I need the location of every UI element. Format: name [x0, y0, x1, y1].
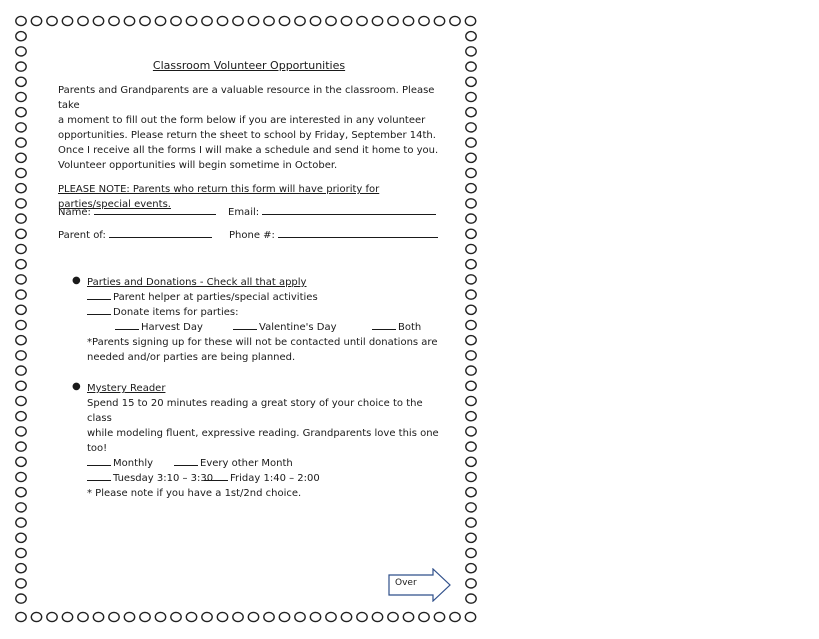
border-circle: [233, 612, 243, 621]
note-line: parties/special events.: [58, 199, 171, 210]
border-circle: [78, 612, 88, 621]
border-circle: [62, 16, 72, 25]
border-circle: [16, 260, 26, 269]
border-circle: [264, 612, 274, 621]
border-circle: [341, 16, 351, 25]
border-circle: [434, 612, 444, 621]
border-circle: [47, 612, 57, 621]
form-header: [58, 58, 440, 212]
border-circle: [466, 138, 476, 147]
border-circle: [341, 612, 351, 621]
border-circle: [466, 47, 476, 56]
border-circle: [466, 351, 476, 360]
border-circle: [466, 564, 476, 573]
both-checkbox[interactable]: [372, 320, 396, 330]
page-title: Classroom Volunteer Opportunities: [152, 59, 346, 72]
border-circle: [16, 62, 26, 71]
mystery-desc: too!: [87, 443, 108, 454]
border-circle: [171, 612, 181, 621]
border-circle: [16, 564, 26, 573]
border-circle: [217, 16, 227, 25]
border-circle: [16, 396, 26, 405]
every-other-checkbox[interactable]: [174, 456, 198, 466]
harvest-checkbox[interactable]: [115, 320, 139, 330]
parent-row: [58, 228, 212, 241]
border-circle: [16, 305, 26, 314]
border-circle: [466, 184, 476, 193]
border-circle: [16, 16, 26, 25]
border-circle: [466, 244, 476, 253]
email-row: [228, 205, 436, 218]
border-circle: [16, 108, 26, 117]
border-circle: [171, 16, 181, 25]
border-circle: [295, 16, 305, 25]
border-circle: [124, 16, 134, 25]
border-circle: [388, 16, 398, 25]
intro-line: Volunteer opportunities will begin sometime in October.: [58, 160, 338, 171]
border-circle: [16, 594, 26, 603]
border-circle: [109, 16, 119, 25]
border-circle: [186, 612, 196, 621]
border-circle: [16, 123, 26, 132]
border-circle: [16, 138, 26, 147]
phone-field[interactable]: [278, 228, 438, 238]
parties-title: Parties and Donations - Check all that apply: [87, 277, 307, 288]
border-circle: [466, 62, 476, 71]
border-circle: [140, 612, 150, 621]
border-circle: [466, 518, 476, 527]
border-circle: [466, 533, 476, 542]
border-circle: [16, 214, 26, 223]
border-circle: [155, 612, 165, 621]
border-circle: [16, 457, 26, 466]
border-circle: [16, 336, 26, 345]
border-circle: [466, 123, 476, 132]
border-circle: [31, 612, 41, 621]
valentine-label: Valentine's Day: [259, 322, 337, 333]
border-circle: [16, 275, 26, 284]
email-label: Email:: [228, 207, 260, 218]
border-circle: [16, 427, 26, 436]
mystery-section: [87, 381, 447, 501]
border-circle: [16, 77, 26, 86]
intro-line: opportunities. Please return the sheet to school by Friday, September 14th.: [58, 130, 436, 141]
intro-paragraph: [58, 83, 440, 173]
border-circle: [403, 16, 413, 25]
border-circle: [16, 381, 26, 390]
border-circle: [466, 92, 476, 101]
valentine-checkbox[interactable]: [233, 320, 257, 330]
over-arrow[interactable]: [388, 568, 454, 602]
intro-line: a moment to fill out the form below if you are interested in any volunteer: [58, 115, 426, 126]
monthly-checkbox[interactable]: [87, 456, 111, 466]
border-circle: [434, 16, 444, 25]
border-circle: [16, 351, 26, 360]
choice-note: * Please note if you have a 1st/2nd choice.: [87, 488, 302, 499]
border-circle: [16, 184, 26, 193]
border-circle: [466, 108, 476, 117]
bullet-icon: ●: [72, 381, 81, 392]
border-circle: [279, 612, 289, 621]
border-circle: [47, 16, 57, 25]
border-circle: [16, 442, 26, 451]
helper-label: Parent helper at parties/special activities: [113, 292, 318, 303]
border-circle: [109, 612, 119, 621]
name-field[interactable]: [94, 205, 216, 215]
border-circle: [16, 579, 26, 588]
border-circle: [466, 381, 476, 390]
border-circle: [16, 518, 26, 527]
name-label: Name:: [58, 207, 91, 218]
border-circle: [16, 503, 26, 512]
over-label: Over: [395, 578, 417, 588]
border-circle: [357, 16, 367, 25]
monthly-label: Monthly: [113, 458, 154, 469]
border-circle: [372, 16, 382, 25]
border-circle: [388, 612, 398, 621]
name-row: [58, 205, 216, 218]
border-circle: [202, 16, 212, 25]
border-circle: [310, 612, 320, 621]
border-circle: [16, 412, 26, 421]
border-circle: [466, 472, 476, 481]
border-circle: [466, 199, 476, 208]
border-circle: [419, 16, 429, 25]
parent-label: Parent of:: [58, 230, 106, 241]
border-circle: [78, 16, 88, 25]
border-circle: [466, 336, 476, 345]
border-circle: [466, 32, 476, 41]
border-circle: [186, 16, 196, 25]
phone-label: Phone #:: [229, 230, 275, 241]
tuesday-checkbox[interactable]: [87, 471, 111, 481]
donate-label: Donate items for parties:: [113, 307, 239, 318]
border-circle: [450, 612, 460, 621]
border-circle: [16, 366, 26, 375]
border-circle: [466, 396, 476, 405]
border-circle: [466, 457, 476, 466]
parties-section: [87, 275, 447, 365]
border-circle: [466, 305, 476, 314]
border-circle: [16, 92, 26, 101]
border-circle: [16, 244, 26, 253]
parties-footnote: *Parents signing up for these will not be contacted until donations are: [87, 337, 438, 348]
border-circle: [31, 16, 41, 25]
border-circle: [465, 612, 475, 621]
border-circle: [466, 548, 476, 557]
border-circle: [419, 612, 429, 621]
border-circle: [155, 16, 165, 25]
every-other-label: Every other Month: [200, 458, 293, 469]
border-circle: [16, 199, 26, 208]
border-circle: [16, 533, 26, 542]
border-circle: [466, 412, 476, 421]
email-field[interactable]: [262, 205, 436, 215]
border-circle: [140, 16, 150, 25]
border-circle: [466, 77, 476, 86]
border-circle: [326, 16, 336, 25]
border-circle: [466, 153, 476, 162]
border-circle: [466, 488, 476, 497]
border-circle: [295, 612, 305, 621]
border-circle: [466, 579, 476, 588]
border-circle: [466, 275, 476, 284]
border-circle: [16, 488, 26, 497]
intro-line: Once I receive all the forms I will make a schedule and send it home to you.: [58, 145, 439, 156]
border-circle: [264, 16, 274, 25]
border-circle: [450, 16, 460, 25]
both-label: Both: [398, 322, 422, 333]
border-circle: [466, 366, 476, 375]
intro-line: Parents and Grandparents are a valuable resource in the classroom. Please take: [58, 85, 435, 111]
parent-of-field[interactable]: [109, 228, 212, 238]
border-circle: [217, 612, 227, 621]
border-circle: [466, 214, 476, 223]
border-circle: [466, 260, 476, 269]
border-circle: [233, 16, 243, 25]
parties-footnote: needed and/or parties are being planned.: [87, 352, 296, 363]
border-circle: [16, 168, 26, 177]
border-circle: [16, 290, 26, 299]
border-circle: [16, 320, 26, 329]
border-circle: [16, 612, 26, 621]
helper-checkbox[interactable]: [87, 290, 111, 300]
friday-checkbox[interactable]: [204, 471, 228, 481]
border-circle: [16, 229, 26, 238]
bullet-icon: ●: [72, 275, 81, 286]
border-circle: [466, 320, 476, 329]
border-circle: [465, 16, 475, 25]
donate-checkbox[interactable]: [87, 305, 111, 315]
border-circle: [466, 168, 476, 177]
mystery-title: Mystery Reader: [87, 383, 166, 394]
border-circle: [466, 442, 476, 451]
border-circle: [16, 548, 26, 557]
border-circle: [466, 427, 476, 436]
border-circle: [310, 16, 320, 25]
note-line: PLEASE NOTE: Parents who return this form will have priority for: [58, 184, 380, 195]
border-circle: [248, 16, 258, 25]
border-circle: [16, 47, 26, 56]
border-circle: [466, 503, 476, 512]
border-circle: [248, 612, 258, 621]
border-circle: [466, 290, 476, 299]
tuesday-label: Tuesday 3:10 – 3:30: [113, 473, 214, 484]
border-circle: [357, 612, 367, 621]
border-circle: [202, 612, 212, 621]
border-circle: [16, 153, 26, 162]
border-circle: [466, 229, 476, 238]
border-circle: [124, 612, 134, 621]
mystery-desc: while modeling fluent, expressive reading. Grandparents love this one: [87, 428, 439, 439]
border-circle: [326, 612, 336, 621]
harvest-label: Harvest Day: [141, 322, 203, 333]
phone-row: [229, 228, 438, 241]
border-circle: [279, 16, 289, 25]
border-circle: [93, 612, 103, 621]
friday-label: Friday 1:40 – 2:00: [230, 473, 320, 484]
border-circle: [62, 612, 72, 621]
border-circle: [372, 612, 382, 621]
mystery-desc: Spend 15 to 20 minutes reading a great story of your choice to the class: [87, 398, 423, 424]
border-circle: [466, 594, 476, 603]
border-circle: [16, 472, 26, 481]
border-circle: [93, 16, 103, 25]
border-circle: [403, 612, 413, 621]
border-circle: [16, 32, 26, 41]
